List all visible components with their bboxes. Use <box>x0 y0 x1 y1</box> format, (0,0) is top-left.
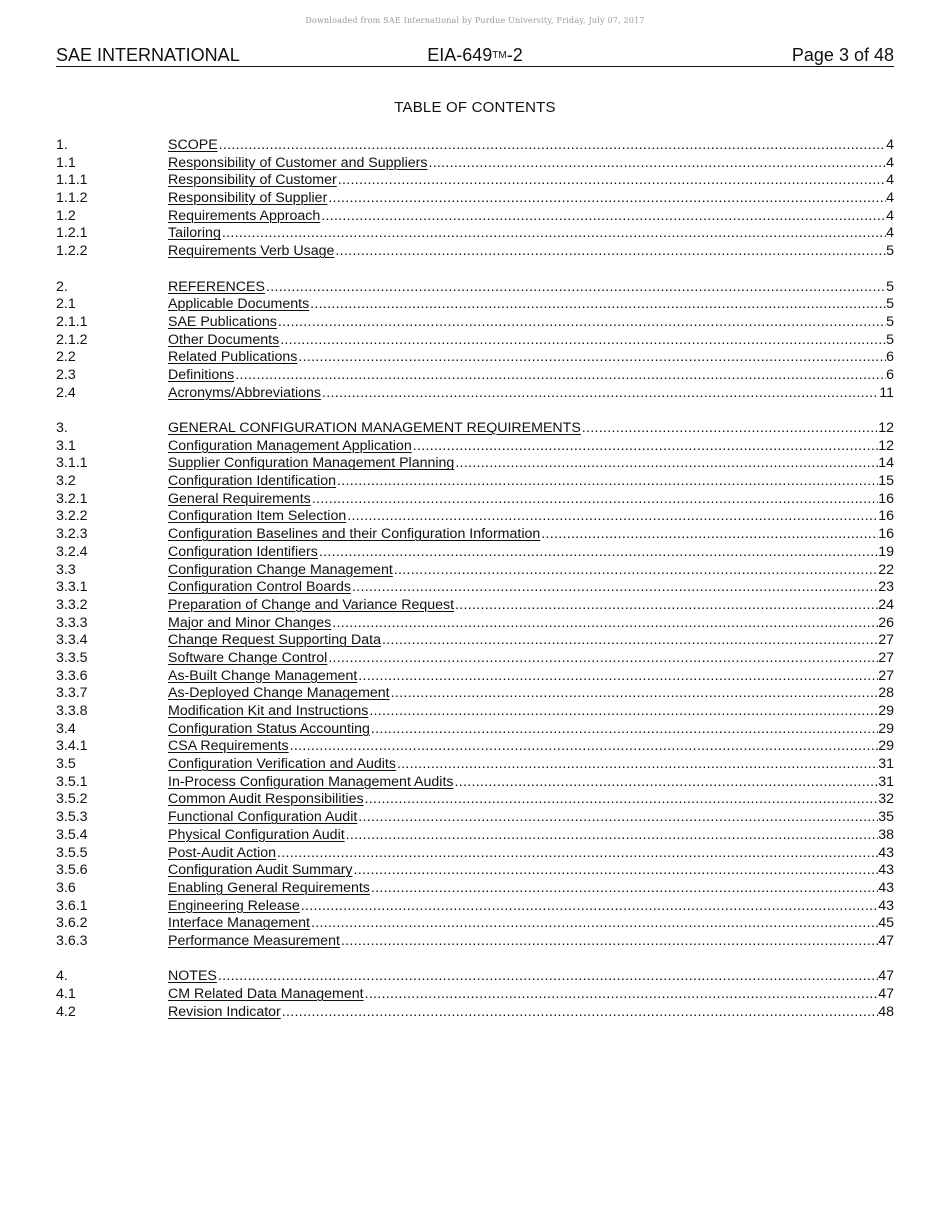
toc-entry <box>56 367 894 385</box>
toc-entry-link[interactable] <box>168 809 894 827</box>
toc-dot-leader <box>234 367 886 385</box>
toc-entry-title: Modification Kit and Instructions <box>168 703 369 719</box>
toc-dot-leader <box>327 650 878 668</box>
toc-entry <box>56 473 894 491</box>
toc-entry-title: SAE Publications <box>168 313 277 330</box>
toc-entry-title: Configuration Management Application <box>168 437 412 454</box>
toc-entry <box>56 208 894 226</box>
toc-entry-number: 3.5.4 <box>56 826 88 843</box>
toc-entry-number: 1.2.2 <box>56 243 88 260</box>
toc-entry <box>56 155 894 173</box>
toc-entry-title: General Requirements <box>168 490 311 507</box>
toc-entry-link[interactable] <box>168 296 894 314</box>
toc-entry-page: 47 <box>878 986 894 1002</box>
toc-entry-number: 2.3 <box>56 366 76 383</box>
toc-entry-link[interactable] <box>168 862 894 880</box>
toc-entry-number: 1.1.2 <box>56 190 88 207</box>
toc-entry-title: Applicable Documents <box>168 296 310 313</box>
toc-entry-link[interactable] <box>168 597 894 615</box>
toc-dot-leader <box>390 685 879 703</box>
toc-entry-number: 3.2 <box>56 473 76 490</box>
toc-entry <box>56 632 894 650</box>
toc-entry-title: In-Process Configuration Management Audits <box>168 773 454 790</box>
toc-entry-page: 15 <box>878 473 894 490</box>
toc-entry <box>56 279 894 297</box>
toc-entry-page: 38 <box>878 826 894 843</box>
toc-entry-title: Revision Indicator <box>168 1003 281 1020</box>
toc-entry-page: 16 <box>878 508 894 525</box>
toc-entry-number: 3.6.2 <box>56 915 88 932</box>
toc-entry-title: Configuration Audit Summary <box>168 862 353 879</box>
toc-entry-link[interactable] <box>168 155 894 173</box>
toc-entry-page: 28 <box>878 685 894 702</box>
toc-entry <box>56 137 894 155</box>
toc-entry-page: 5 <box>886 331 894 348</box>
toc-entry-title: Performance Measurement <box>168 932 340 949</box>
toc-entry-number: 2.1.1 <box>56 313 88 330</box>
toc-dot-leader <box>351 579 878 597</box>
toc-entry-title: Common Audit Responsibilities <box>168 791 364 808</box>
toc-entry-page: 45 <box>878 915 894 932</box>
toc-dot-leader <box>327 190 886 208</box>
toc-entry <box>56 243 894 261</box>
toc-entry <box>56 455 894 473</box>
toc-entry-link[interactable] <box>168 986 894 1004</box>
toc-entry-number: 1.2 <box>56 207 76 224</box>
doc-id-prefix: EIA-649 <box>427 45 493 65</box>
header-page-number: Page 3 of 48 <box>791 45 894 65</box>
toc-dot-leader <box>279 332 886 350</box>
toc-dot-leader <box>393 562 878 580</box>
toc-entry-number: 3.5 <box>56 756 76 773</box>
toc-dot-leader <box>412 438 879 456</box>
toc-entry-link[interactable] <box>168 579 894 597</box>
toc-dot-leader <box>357 809 878 827</box>
toc-entry-link[interactable] <box>168 791 894 809</box>
toc-entry-link[interactable] <box>168 968 894 986</box>
toc-entry-link[interactable] <box>168 455 894 473</box>
toc-dot-leader <box>340 933 878 951</box>
toc-entry-page: 12 <box>878 420 894 436</box>
toc-entry-number: 3.2.2 <box>56 508 88 525</box>
toc-entry-page: 22 <box>878 561 894 578</box>
toc-entry-link[interactable] <box>168 508 894 526</box>
toc-dot-leader <box>357 668 878 686</box>
toc-entry-link[interactable] <box>168 650 894 668</box>
toc-entry-title: Enabling General Requirements <box>168 879 370 896</box>
toc-entry-page: 4 <box>886 172 894 189</box>
toc-dot-leader <box>396 756 878 774</box>
toc-entry-title: Supplier Configuration Management Planning <box>168 455 455 472</box>
toc-entry <box>56 791 894 809</box>
toc-dot-leader <box>310 915 878 933</box>
toc-entry-title: Acronyms/Abbreviations <box>168 384 321 401</box>
toc-entry-link[interactable] <box>168 685 894 703</box>
toc-entry <box>56 809 894 827</box>
toc-entry-number: 3.3.7 <box>56 685 88 702</box>
toc-entry-number: 4.2 <box>56 1003 76 1020</box>
toc-entry-number: 4.1 <box>56 986 76 1002</box>
toc-entry-number: 3.6.1 <box>56 897 88 914</box>
toc-dot-leader <box>454 455 878 473</box>
toc-entry-title: Preparation of Change and Variance Request <box>168 596 455 613</box>
toc-entry-link[interactable] <box>168 491 894 509</box>
toc-entry <box>56 190 894 208</box>
toc-entry <box>56 827 894 845</box>
toc-entry-page: 4 <box>886 225 894 242</box>
toc-entry <box>56 968 894 986</box>
toc-entry-link[interactable] <box>168 668 894 686</box>
toc-entry-page: 19 <box>878 543 894 560</box>
toc-entry-page: 5 <box>886 278 894 295</box>
toc-entry-link[interactable] <box>168 473 894 491</box>
toc-entry-number: 3.1 <box>56 437 76 454</box>
toc-entry-title: Configuration Item Selection <box>168 508 347 525</box>
toc-entry-link[interactable] <box>168 845 894 863</box>
toc-entry-title: REFERENCES <box>168 278 265 295</box>
toc-section-group <box>56 420 894 951</box>
toc-dot-leader <box>276 845 878 863</box>
toc-entry-title: Configuration Identifiers <box>168 543 318 560</box>
toc-entry-page: 27 <box>878 632 894 649</box>
toc-entry-page: 16 <box>878 526 894 543</box>
toc-entry-page: 47 <box>878 968 894 985</box>
toc-entry-page: 14 <box>878 455 894 472</box>
toc-dot-leader <box>331 615 878 633</box>
toc-entry-title: GENERAL CONFIGURATION MANAGEMENT REQUIREMENTS <box>168 420 581 436</box>
toc-entry-title: NOTES <box>168 968 217 985</box>
toc-entry-page: 5 <box>886 243 894 260</box>
toc-entry-number: 3.4.1 <box>56 738 88 755</box>
toc-entry-number: 3.2.1 <box>56 490 88 507</box>
toc-entry-link[interactable] <box>168 190 894 208</box>
download-watermark: Downloaded from SAE International by Purdue University, Friday, July 07, 2017 <box>305 16 645 25</box>
toc-entry-page: 43 <box>878 844 894 861</box>
toc-entry-link[interactable] <box>168 526 894 544</box>
toc-entry <box>56 774 894 792</box>
toc-dot-leader <box>381 632 878 650</box>
toc-dot-leader <box>370 880 878 898</box>
toc-entry-number: 2.1 <box>56 296 76 313</box>
toc-dot-leader <box>345 827 879 845</box>
toc-dot-leader <box>346 508 878 526</box>
toc-entry-link[interactable] <box>168 225 894 243</box>
toc-entry-page: 29 <box>878 703 894 719</box>
toc-entry-number: 3.5.2 <box>56 791 88 808</box>
toc-entry-title: Major and Minor Changes <box>168 614 332 631</box>
toc-entry-page: 27 <box>878 667 894 684</box>
toc-entry-number: 3.4 <box>56 720 76 737</box>
toc-entry-number: 3.6 <box>56 879 76 896</box>
table-of-contents <box>56 137 894 1039</box>
toc-entry-title: Requirements Approach <box>168 207 321 224</box>
header-organization: SAE INTERNATIONAL <box>56 45 240 65</box>
toc-entry-link[interactable] <box>168 880 894 898</box>
toc-entry-number: 2.1.2 <box>56 331 88 348</box>
toc-entry-page: 23 <box>878 579 894 596</box>
toc-entry <box>56 933 894 951</box>
toc-entry-title: Software Change Control <box>168 649 328 666</box>
toc-entry-link[interactable] <box>168 562 894 580</box>
toc-entry-number: 3.5.3 <box>56 809 88 826</box>
toc-entry-link[interactable] <box>168 721 894 739</box>
toc-entry-title: Post-Audit Action <box>168 844 277 861</box>
toc-entry <box>56 491 894 509</box>
toc-entry-number: 2.4 <box>56 384 76 401</box>
toc-entry-page: 43 <box>878 879 894 896</box>
toc-entry-title: Related Publications <box>168 349 298 366</box>
toc-entry-title: Physical Configuration Audit <box>168 826 345 843</box>
toc-entry <box>56 685 894 703</box>
toc-dot-leader <box>281 1004 878 1022</box>
toc-dot-leader <box>217 968 878 986</box>
toc-dot-leader <box>277 314 886 332</box>
toc-entry-title: Configuration Change Management <box>168 561 393 578</box>
toc-entry <box>56 597 894 615</box>
running-header <box>56 44 894 67</box>
toc-entry-link[interactable] <box>168 332 894 350</box>
toc-entry-title: Engineering Release <box>168 897 300 914</box>
toc-entry-page: 16 <box>878 490 894 507</box>
toc-entry-number: 1.2.1 <box>56 225 88 242</box>
toc-dot-leader <box>289 738 879 756</box>
toc-entry-link[interactable] <box>168 898 894 916</box>
toc-entry-title: Definitions <box>168 366 235 383</box>
toc-entry <box>56 703 894 721</box>
toc-entry-link[interactable] <box>168 544 894 562</box>
toc-entry-link[interactable] <box>168 314 894 332</box>
toc-entry-link[interactable] <box>168 615 894 633</box>
toc-entry-page: 43 <box>878 897 894 914</box>
toc-dot-leader <box>364 986 879 1004</box>
toc-entry <box>56 721 894 739</box>
toc-dot-leader <box>336 473 878 491</box>
toc-dot-leader <box>321 385 879 403</box>
toc-entry-number: 3. <box>56 420 68 436</box>
toc-entry <box>56 738 894 756</box>
toc-entry-link[interactable] <box>168 349 894 367</box>
toc-entry-page: 4 <box>886 137 894 153</box>
toc-entry-title: CSA Requirements <box>168 738 289 755</box>
toc-entry <box>56 225 894 243</box>
toc-entry-page: 31 <box>878 756 894 773</box>
toc-entry-title: SCOPE <box>168 137 218 153</box>
toc-entry-page: 31 <box>878 773 894 790</box>
toc-entry-number: 3.3 <box>56 561 76 578</box>
toc-entry <box>56 986 894 1004</box>
toc-entry-page: 29 <box>878 738 894 755</box>
toc-entry-number: 3.3.6 <box>56 667 88 684</box>
toc-entry-title: Tailoring <box>168 225 221 242</box>
toc-entry-title: Configuration Status Accounting <box>168 720 370 737</box>
toc-dot-leader <box>218 137 886 155</box>
toc-entry-number: 1. <box>56 137 68 153</box>
toc-entry <box>56 332 894 350</box>
toc-dot-leader <box>337 172 886 190</box>
toc-entry-number: 3.5.1 <box>56 773 88 790</box>
toc-entry-number: 3.2.4 <box>56 543 88 560</box>
toc-entry-link[interactable] <box>168 367 894 385</box>
toc-entry-link[interactable] <box>168 632 894 650</box>
toc-entry-number: 4. <box>56 968 68 985</box>
toc-section-group <box>56 279 894 403</box>
toc-entry-page: 6 <box>886 366 894 383</box>
toc-entry-title: Requirements Verb Usage <box>168 243 335 260</box>
toc-entry-title: Responsibility of Customer and Suppliers <box>168 154 428 171</box>
toc-entry-page: 5 <box>886 313 894 330</box>
toc-section-group <box>56 137 894 261</box>
toc-entry-number: 3.3.3 <box>56 614 88 631</box>
toc-entry <box>56 898 894 916</box>
toc-entry-link[interactable] <box>168 279 894 297</box>
toc-entry <box>56 650 894 668</box>
toc-dot-leader <box>318 544 878 562</box>
toc-entry-number: 3.3.1 <box>56 579 88 596</box>
toc-entry-title: Configuration Control Boards <box>168 579 351 596</box>
toc-dot-leader <box>368 703 878 721</box>
toc-entry-title: Responsibility of Supplier <box>168 190 328 207</box>
toc-entry <box>56 385 894 403</box>
toc-entry-title: Other Documents <box>168 331 280 348</box>
toc-entry <box>56 314 894 332</box>
toc-dot-leader <box>265 279 886 297</box>
toc-entry-page: 4 <box>886 154 894 171</box>
toc-entry-link[interactable] <box>168 756 894 774</box>
toc-dot-leader <box>370 721 878 739</box>
toc-dot-leader <box>221 225 886 243</box>
toc-dot-leader <box>454 597 878 615</box>
toc-entry-title: Configuration Verification and Audits <box>168 756 396 773</box>
toc-entry-title: Configuration Identification <box>168 473 336 490</box>
toc-entry-number: 3.5.6 <box>56 862 88 879</box>
toc-entry-link[interactable] <box>168 738 894 756</box>
toc-entry-number: 3.6.3 <box>56 932 88 949</box>
toc-entry-page: 12 <box>878 437 894 454</box>
toc-entry <box>56 526 894 544</box>
toc-entry-link[interactable] <box>168 827 894 845</box>
toc-entry-page: 4 <box>886 190 894 207</box>
toc-entry-link[interactable] <box>168 933 894 951</box>
toc-entry-number: 3.1.1 <box>56 455 88 472</box>
toc-entry-number: 3.5.5 <box>56 844 88 861</box>
toc-entry-title: Configuration Baselines and their Configuration Information <box>168 526 541 543</box>
toc-entry-title: Responsibility of Customer <box>168 172 337 189</box>
toc-entry-page: 27 <box>878 649 894 666</box>
header-document-id <box>56 44 894 67</box>
toc-entry-link[interactable] <box>168 208 894 226</box>
toc-entry-number: 3.3.5 <box>56 649 88 666</box>
toc-entry-title: As-Built Change Management <box>168 667 358 684</box>
toc-entry-page: 35 <box>878 809 894 826</box>
toc-entry-page: 6 <box>886 349 894 366</box>
toc-entry-link[interactable] <box>168 137 894 155</box>
toc-entry <box>56 862 894 880</box>
toc-entry-page: 29 <box>878 720 894 737</box>
toc-entry <box>56 845 894 863</box>
toc-entry-link[interactable] <box>168 915 894 933</box>
toc-entry-link[interactable] <box>168 1004 894 1022</box>
toc-entry <box>56 915 894 933</box>
toc-entry-link[interactable] <box>168 774 894 792</box>
doc-id-suffix: -2 <box>506 45 523 65</box>
toc-entry-number: 1.1 <box>56 154 76 171</box>
toc-entry-page: 47 <box>878 932 894 949</box>
toc-entry-number: 3.3.8 <box>56 703 88 719</box>
toc-entry-title: Functional Configuration Audit <box>168 809 358 826</box>
toc-entry-link[interactable] <box>168 243 894 261</box>
toc-entry <box>56 420 894 438</box>
toc-entry <box>56 880 894 898</box>
toc-dot-leader <box>540 526 878 544</box>
toc-dot-leader <box>311 491 878 509</box>
toc-entry-page: 24 <box>878 596 894 613</box>
toc-entry-page: 4 <box>886 207 894 224</box>
toc-entry <box>56 562 894 580</box>
toc-entry <box>56 668 894 686</box>
toc-entry-title: As-Deployed Change Management <box>168 685 390 702</box>
toc-entry-link[interactable] <box>168 172 894 190</box>
toc-entry <box>56 756 894 774</box>
toc-entry-number: 3.3.2 <box>56 596 88 613</box>
toc-entry-title: Interface Management <box>168 915 310 932</box>
toc-dot-leader <box>320 208 886 226</box>
toc-entry <box>56 438 894 456</box>
toc-entry-link[interactable] <box>168 438 894 456</box>
toc-entry <box>56 544 894 562</box>
toc-entry <box>56 349 894 367</box>
toc-dot-leader <box>364 791 879 809</box>
toc-entry <box>56 172 894 190</box>
toc-entry-page: 26 <box>878 614 894 631</box>
toc-entry <box>56 579 894 597</box>
toc-dot-leader <box>427 155 886 173</box>
trademark-mark: TM <box>492 50 507 61</box>
toc-dot-leader <box>309 296 886 314</box>
toc-entry-title: Change Request Supporting Data <box>168 632 381 649</box>
toc-dot-leader <box>453 774 878 792</box>
toc-entry <box>56 615 894 633</box>
toc-entry-number: 2. <box>56 278 68 295</box>
toc-dot-leader <box>297 349 886 367</box>
toc-entry <box>56 508 894 526</box>
toc-entry-link[interactable] <box>168 703 894 721</box>
toc-entry <box>56 1004 894 1022</box>
toc-entry-link[interactable] <box>168 420 894 438</box>
toc-entry-page: 43 <box>878 862 894 879</box>
toc-section-group <box>56 968 894 1021</box>
toc-entry-number: 3.3.4 <box>56 632 88 649</box>
toc-entry-page: 11 <box>879 384 894 401</box>
toc-entry-page: 48 <box>878 1003 894 1020</box>
toc-entry <box>56 296 894 314</box>
toc-dot-leader <box>353 862 879 880</box>
toc-entry-page: 32 <box>878 791 894 808</box>
toc-entry-number: 2.2 <box>56 349 76 366</box>
toc-title: TABLE OF CONTENTS <box>394 99 556 116</box>
toc-dot-leader <box>334 243 886 261</box>
toc-dot-leader <box>581 420 878 438</box>
toc-entry-page: 5 <box>886 296 894 313</box>
toc-entry-number: 1.1.1 <box>56 172 88 189</box>
toc-entry-link[interactable] <box>168 385 894 403</box>
toc-dot-leader <box>300 898 878 916</box>
toc-entry-title: CM Related Data Management <box>168 986 364 1002</box>
toc-entry-number: 3.2.3 <box>56 526 88 543</box>
